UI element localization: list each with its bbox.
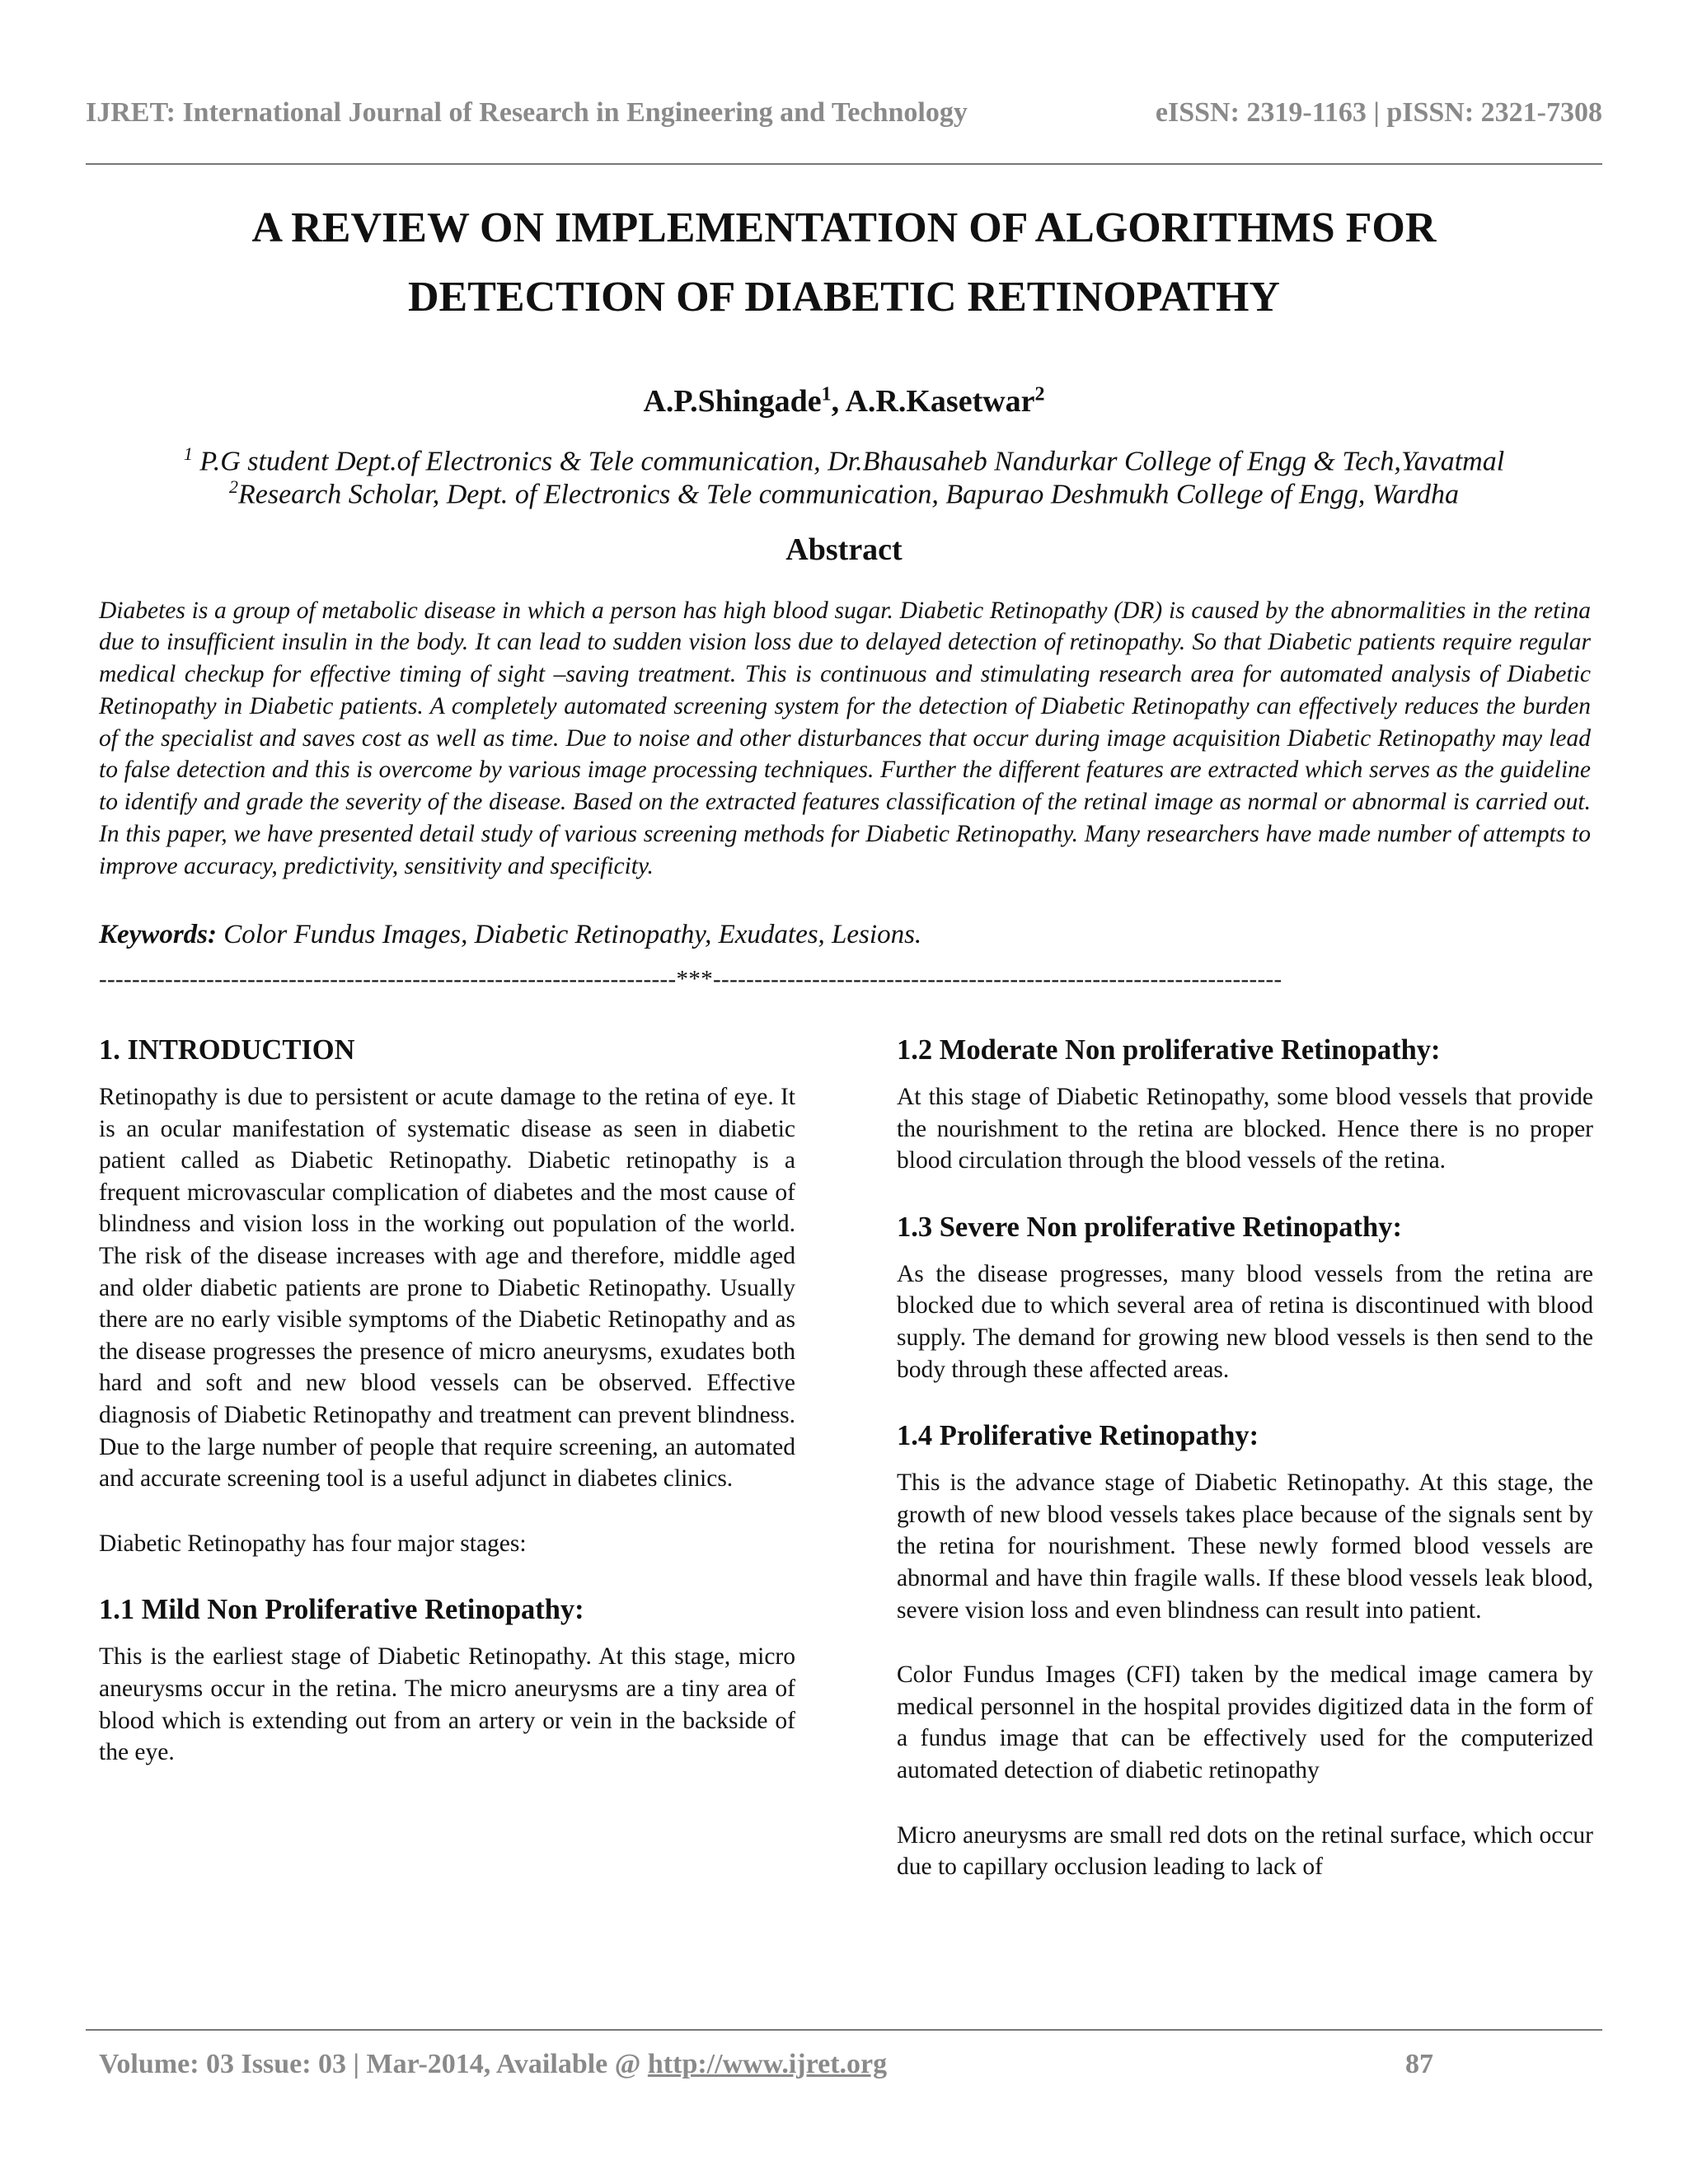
journal-header: [86, 97, 1602, 138]
footer-volume: Volume: 03 Issue: 03 | Mar-2014, Available @: [99, 2049, 648, 2079]
header-divider: [86, 163, 1602, 165]
paper-title: [86, 194, 1602, 332]
author-list: [86, 383, 1602, 419]
affiliation-2-text: Research Scholar, Dept. of Electronics & Tele communication, Bapurao Deshmukh College of Engg, Wardha: [237, 479, 1459, 510]
title-line-2: DETECTION OF DIABETIC RETINOPATHY: [408, 274, 1280, 321]
cfi-paragraph: Color Fundus Images (CFI) taken by the medical image camera by medical personnel in the hospital provides digitized data in the form of a fundus image that can be effectively used for the computerized automated detection of diabetic retinopathy: [897, 1661, 1593, 1783]
issn-info: eISSN: 2319-1163 | pISSN: 2321-7308: [1155, 97, 1602, 128]
right-column: [897, 1034, 1593, 1883]
section-1-3-body: As the disease progresses, many blood vessels from the retina are blocked due to which several area of retina is discontinued with blood supply. The demand for growing new blood vessels is then send to the body through these affected areas.: [897, 1260, 1593, 1383]
keywords-line: [99, 920, 921, 950]
author-2-sup: 2: [1034, 383, 1045, 405]
section-1-2-heading: 1.2 Moderate Non proliferative Retinopathy:: [897, 1034, 1441, 1066]
section-1-2-body: At this stage of Diabetic Retinopathy, some blood vessels that provide the nourishment to the retina are blocked. Hence there is no proper blood circulation through the blood vessels of the retina.: [897, 1084, 1593, 1174]
author-separator: ,: [831, 384, 846, 419]
abstract-heading: Abstract: [785, 532, 903, 567]
page-number: 87: [1405, 2049, 1433, 2079]
stages-intro-paragraph: Diabetic Retinopathy has four major stages:: [99, 1530, 527, 1557]
left-column: [99, 1034, 795, 1769]
author-1: A.P.Shingade: [643, 384, 822, 419]
author-2: A.R.Kasetwar: [845, 384, 1035, 419]
introduction-paragraph: Retinopathy is due to persistent or acute damage to the retina of eye. It is an ocular manifestation of systematic disease as seen in diabetic patient called as Diabetic Retinopathy. Diabetic retinopathy is a frequent microvascular complication of diabetes and the most cause of blindness and vision loss in the working out population of the world. The risk of the disease increases with age and therefore, middle aged and older diabetic patients are prone to Diabetic Retinopathy. Usually there are no early visible symptoms of the Diabetic Retinopathy and as the disease progresses the presence of micro aneurysms, exudates both hard and soft and new blood vessels can be observed. Effective diagnosis of Diabetic Retinopathy and treatment can prevent blindness. Due to the large number of people that require screening, an automated and accurate screening tool is a useful adjunct in diabetes clinics.: [99, 1084, 795, 1493]
micro-aneurysms-paragraph: Micro aneurysms are small red dots on the retinal surface, which occur due to capillary occlusion leading to lack of: [897, 1821, 1593, 1881]
keywords-label: Keywords:: [99, 920, 217, 949]
section-separator: ----------------------------------------------------------------------***---------------------------------------------------------------------: [99, 966, 1282, 992]
journal-name: IJRET: International Journal of Research in Engineering and Technology: [86, 97, 968, 128]
section-1-1-body: This is the earliest stage of Diabetic Retinopathy. At this stage, micro aneurysms occur in the retina. The micro aneurysms are a tiny area of blood which is extending out from an artery or vein in the backside of the eye.: [99, 1643, 795, 1766]
page-footer: [99, 2049, 1434, 2080]
section-1-4-body: This is the advance stage of Diabetic Retinopathy. At this stage, the growth of new blood vessels takes place because of the signals sent by the retina for nourishment. These newly formed blood vessels are abnormal and have thin fragile walls. If these blood vessels leak blood, severe vision loss and even blindness can result into patient.: [897, 1469, 1593, 1624]
section-1-3-heading: 1.3 Severe Non proliferative Retinopathy:: [897, 1211, 1402, 1243]
affiliation-2-sup: 2: [228, 476, 238, 497]
affiliation-2: [86, 476, 1602, 510]
keywords-text: Color Fundus Images, Diabetic Retinopathy, Exudates, Lesions.: [217, 920, 922, 949]
abstract-body: Diabetes is a group of metabolic disease in which a person has high blood sugar. Diabetic Retinopathy (DR) is caused by the abnormalities in the retina due to insufficient insulin in the body. It can lead to sudden vision loss due to delayed detection of retinopathy. So that Diabetic patients require regular medical checkup for effective timing of sight –saving treatment. This is continuous and stimulating research area for automated analysis of Diabetic Retinopathy in Diabetic patients. A completely automated screening system for the detection of Diabetic Retinopathy can effectively reduces the burden of the specialist and saves cost as well as time. Due to noise and other disturbances that occur during image acquisition Diabetic Retinopathy may lead to false detection and this is overcome by various image processing techniques. Further the different features are extracted which serves as the guideline to identify and grade the severity of the disease. Based on the extracted features classification of the retinal image as normal or abnormal is carried out. In this paper, we have presented detail study of various screening methods for Diabetic Retinopathy. Many researchers have made number of attempts to improve accuracy, predictivity, sensitivity and specificity.: [99, 597, 1591, 879]
affiliation-1-text: P.G student Dept.of Electronics & Tele communication, Dr.Bhausaheb Nandurkar College of Engg & Tech,Yavatmal: [192, 446, 1505, 477]
affiliation-1-sup: 1: [183, 443, 193, 464]
journal-url-link[interactable]: http://www.ijret.org: [647, 2049, 888, 2079]
title-line-1: A REVIEW ON IMPLEMENTATION OF ALGORITHMS FOR: [251, 204, 1437, 251]
author-1-sup: 1: [821, 383, 832, 405]
footer-divider: [86, 2029, 1602, 2031]
section-1-1-heading: 1.1 Mild Non Proliferative Retinopathy:: [99, 1594, 584, 1626]
introduction-heading: 1. INTRODUCTION: [99, 1034, 355, 1066]
section-1-4-heading: 1.4 Proliferative Retinopathy:: [897, 1420, 1259, 1452]
affiliation-1: [86, 443, 1602, 477]
